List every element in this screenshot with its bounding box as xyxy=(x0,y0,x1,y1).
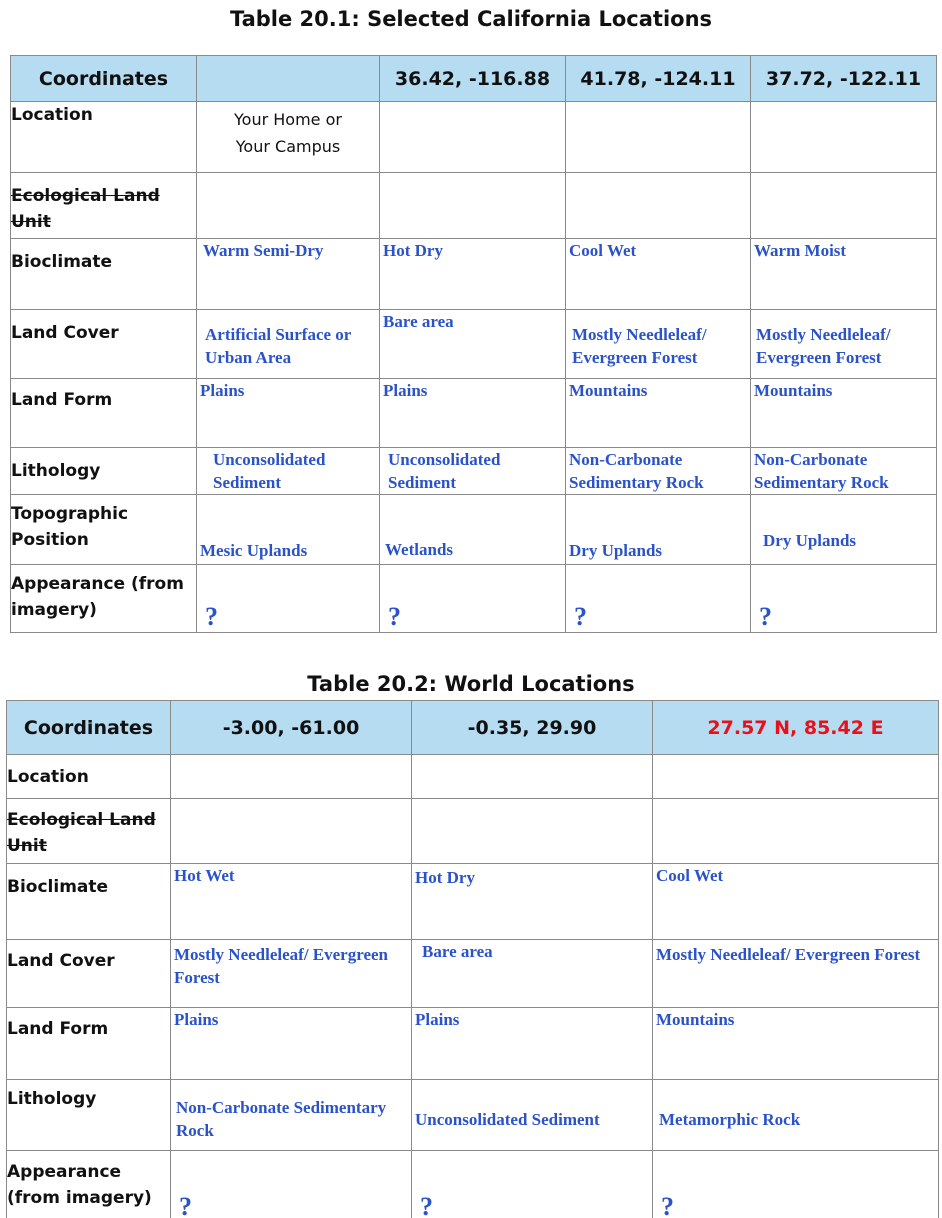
cell-landcover-1: Artificial Surface or Urban Area xyxy=(197,310,380,379)
row-appearance xyxy=(7,1151,939,1218)
row-topographic xyxy=(11,495,937,565)
cell-location-1 xyxy=(171,755,412,799)
label-landform: Land Form xyxy=(7,1008,171,1080)
location-home-text: Your Home or Your Campus xyxy=(234,110,342,156)
cell-lithology-3: Metamorphic Rock xyxy=(653,1080,939,1151)
cell-ecological-2 xyxy=(412,799,653,864)
cell-landcover-1: Mostly Needleleaf/ Evergreen Forest xyxy=(171,940,412,1008)
header-coord-1: 36.42, -116.88 xyxy=(380,56,566,102)
cell-ecological-2 xyxy=(380,173,566,239)
row-location xyxy=(7,755,939,799)
cell-location-2 xyxy=(412,755,653,799)
header-coordinates: Coordinates xyxy=(7,701,171,755)
cell-location-3 xyxy=(653,755,939,799)
question-mark: ? xyxy=(205,602,218,631)
label-landform: Land Form xyxy=(11,379,197,448)
cell-topographic-1: Mesic Uplands xyxy=(197,495,380,565)
cell-topographic-4: Dry Uplands xyxy=(751,495,937,565)
label-location: Location xyxy=(7,755,171,799)
cell-topographic-3: Dry Uplands xyxy=(566,495,751,565)
row-ecological xyxy=(7,799,939,864)
label-lithology: Lithology xyxy=(7,1080,171,1151)
row-landcover xyxy=(7,940,939,1008)
cell-lithology-4: Non-Carbonate Sedimentary Rock xyxy=(751,448,937,495)
header-row xyxy=(11,56,937,102)
row-bioclimate xyxy=(11,239,937,310)
cell-appearance-4 xyxy=(751,565,937,633)
row-appearance xyxy=(11,565,937,633)
header-coord-2: -0.35, 29.90 xyxy=(412,701,653,755)
cell-lithology-1: Non-Carbonate Sedimentary Rock xyxy=(171,1080,412,1151)
table-world-locations xyxy=(6,700,939,1218)
cell-appearance-3 xyxy=(566,565,751,633)
label-ecological: Ecological Land Unit xyxy=(7,799,171,864)
header-coordinates: Coordinates xyxy=(11,56,197,102)
cell-landform-2: Plains xyxy=(380,379,566,448)
question-mark: ? xyxy=(759,602,772,631)
header-blank xyxy=(197,56,380,102)
cell-bioclimate-2: Hot Dry xyxy=(412,864,653,940)
cell-landcover-3: Mostly Needleleaf/ Evergreen Forest xyxy=(566,310,751,379)
header-coord-3: 27.57 N, 85.42 E xyxy=(653,701,939,755)
cell-landcover-2: Bare area xyxy=(380,310,566,379)
table1-title: Table 20.1: Selected California Locations xyxy=(229,7,713,31)
cell-appearance-1 xyxy=(171,1151,412,1218)
cell-appearance-2 xyxy=(412,1151,653,1218)
cell-ecological-3 xyxy=(653,799,939,864)
row-location xyxy=(11,102,937,173)
row-lithology xyxy=(11,448,937,495)
cell-appearance-3 xyxy=(653,1151,939,1218)
cell-bioclimate-4: Warm Moist xyxy=(751,239,937,310)
question-mark: ? xyxy=(661,1192,674,1218)
cell-lithology-1: Unconsolidated Sediment xyxy=(197,448,380,495)
label-topographic: Topographic Position xyxy=(11,495,197,565)
cell-landform-1: Plains xyxy=(197,379,380,448)
label-bioclimate: Bioclimate xyxy=(7,864,171,940)
cell-lithology-2: Unconsolidated Sediment xyxy=(380,448,566,495)
question-mark: ? xyxy=(574,602,587,631)
row-bioclimate xyxy=(7,864,939,940)
cell-ecological-3 xyxy=(566,173,751,239)
label-landcover: Land Cover xyxy=(11,310,197,379)
label-landcover: Land Cover xyxy=(7,940,171,1008)
cell-lithology-3: Non-Carbonate Sedimentary Rock xyxy=(566,448,751,495)
label-bioclimate: Bioclimate xyxy=(11,239,197,310)
question-mark: ? xyxy=(420,1192,433,1218)
cell-bioclimate-1: Hot Wet xyxy=(171,864,412,940)
cell-appearance-2 xyxy=(380,565,566,633)
header-coord-3: 37.72, -122.11 xyxy=(751,56,937,102)
table2-title: Table 20.2: World Locations xyxy=(307,672,635,696)
cell-location-4 xyxy=(751,102,937,173)
cell-ecological-1 xyxy=(171,799,412,864)
cell-location-2 xyxy=(380,102,566,173)
cell-landform-3: Mountains xyxy=(566,379,751,448)
cell-ecological-4 xyxy=(751,173,937,239)
cell-ecological-1 xyxy=(197,173,380,239)
header-coord-1: -3.00, -61.00 xyxy=(171,701,412,755)
cell-landform-2: Plains xyxy=(412,1008,653,1080)
cell-location-3 xyxy=(566,102,751,173)
cell-bioclimate-3: Cool Wet xyxy=(566,239,751,310)
cell-landcover-3: Mostly Needleleaf/ Evergreen Forest xyxy=(653,940,939,1008)
table-california-locations xyxy=(10,55,937,633)
cell-bioclimate-1: Warm Semi-Dry xyxy=(197,239,380,310)
row-ecological xyxy=(11,173,937,239)
row-landform xyxy=(7,1008,939,1080)
cell-lithology-2: Unconsolidated Sediment xyxy=(412,1080,653,1151)
label-appearance: Appearance (from imagery) xyxy=(11,565,197,633)
cell-landform-4: Mountains xyxy=(751,379,937,448)
cell-bioclimate-3: Cool Wet xyxy=(653,864,939,940)
row-landform xyxy=(11,379,937,448)
cell-landform-1: Plains xyxy=(171,1008,412,1080)
cell-landcover-4: Mostly Needleleaf/ Evergreen Forest xyxy=(751,310,937,379)
label-ecological: Ecological Land Unit xyxy=(11,173,197,239)
cell-appearance-1 xyxy=(197,565,380,633)
cell-bioclimate-2: Hot Dry xyxy=(380,239,566,310)
label-location: Location xyxy=(11,102,197,173)
cell-landcover-2: Bare area xyxy=(412,940,653,1008)
header-coord-2: 41.78, -124.11 xyxy=(566,56,751,102)
label-appearance: Appearance (from imagery) xyxy=(7,1151,171,1218)
cell-landform-3: Mountains xyxy=(653,1008,939,1080)
cell-location-1 xyxy=(197,102,380,173)
row-landcover xyxy=(11,310,937,379)
header-row xyxy=(7,701,939,755)
label-lithology: Lithology xyxy=(11,448,197,495)
cell-topographic-2: Wetlands xyxy=(380,495,566,565)
question-mark: ? xyxy=(388,602,401,631)
row-lithology xyxy=(7,1080,939,1151)
question-mark: ? xyxy=(179,1192,192,1218)
